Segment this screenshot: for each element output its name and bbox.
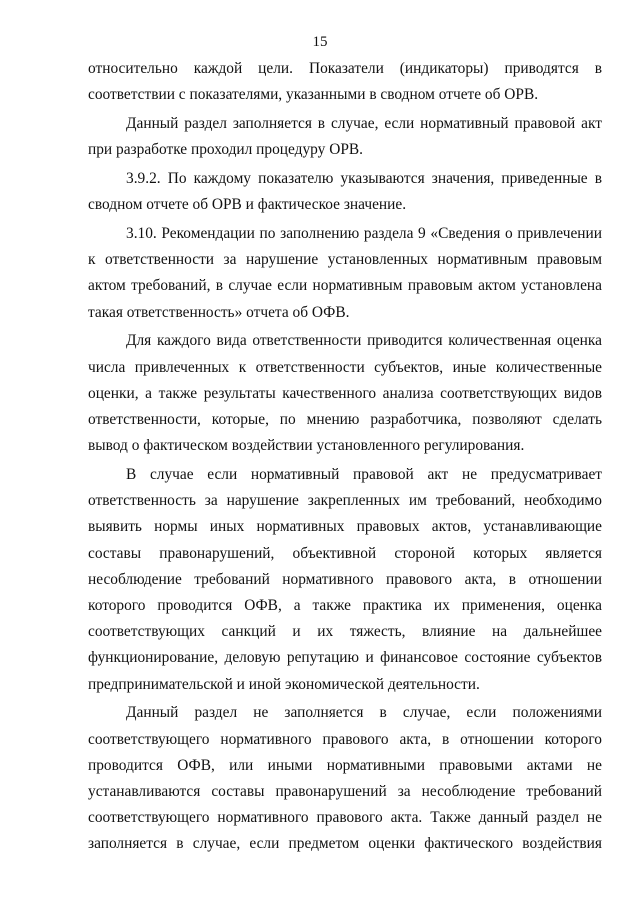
paragraph-section-not-filled: Данный раздел не заполняется в случае, если положениями соответствующего нормативного правового акта, в отношении которого проводится ОФВ, или иными нормативными правовыми актами не устанавливаются составы правонарушений за несоблюдение требований соответствующего нормативного правового акта. Также данный раздел не заполняется в случае, если предметом оценки фактического воздействия xyxy=(88,704,602,853)
paragraph-orv-condition: Данный раздел заполняется в случае, если нормативный правовой акт при разработке проходил процедуру ОРВ. xyxy=(88,115,602,159)
paragraph-3-10: 3.10. Рекомендации по заполнению раздела 9 «Сведения о привлечении к ответственности за нарушение установленных нормативным правовым актом требований, в случае если нормативным правовым актом установлена такая ответственность» отчета об ОФВ. xyxy=(88,225,602,321)
paragraph-liability-assessment: Для каждого вида ответственности приводится количественная оценка числа привлеченных к ответственности субъектов, иные количественные оценки, а также результаты качественного анализа соответствующих видов ответственности, которые, по мнению разработчика, позволяют сделать вывод о фактическом воздействии установленного регулирования. xyxy=(88,332,602,455)
paragraph-3-9-2: 3.9.2. По каждому показателю указываются значения, приведенные в сводном отчете об ОРВ и фактическое значение. xyxy=(88,170,602,214)
page-number: 15 xyxy=(312,34,328,50)
document-body xyxy=(88,56,602,858)
paragraph-continuation: относительно каждой цели. Показатели (индикаторы) приводятся в соответствии с показателями, указанными в сводном отчете об ОРВ. xyxy=(88,60,602,104)
paragraph-no-liability-case: В случае если нормативный правовой акт не предусматривает ответственность за нарушение закрепленных им требований, необходимо выявить нормы иных нормативных правовых актов, устанавливающие составы правонарушений, объективной стороной которых является несоблюдение требований нормативного правового акта, в отношении которого проводится ОФВ, а также практика их применения, оценка соответствующих санкций и их тяжесть, влияние на дальнейшее функционирование, деловую репутацию и финансовое состояние субъектов предпринимательской и иной экономической деятельности. xyxy=(88,466,602,693)
